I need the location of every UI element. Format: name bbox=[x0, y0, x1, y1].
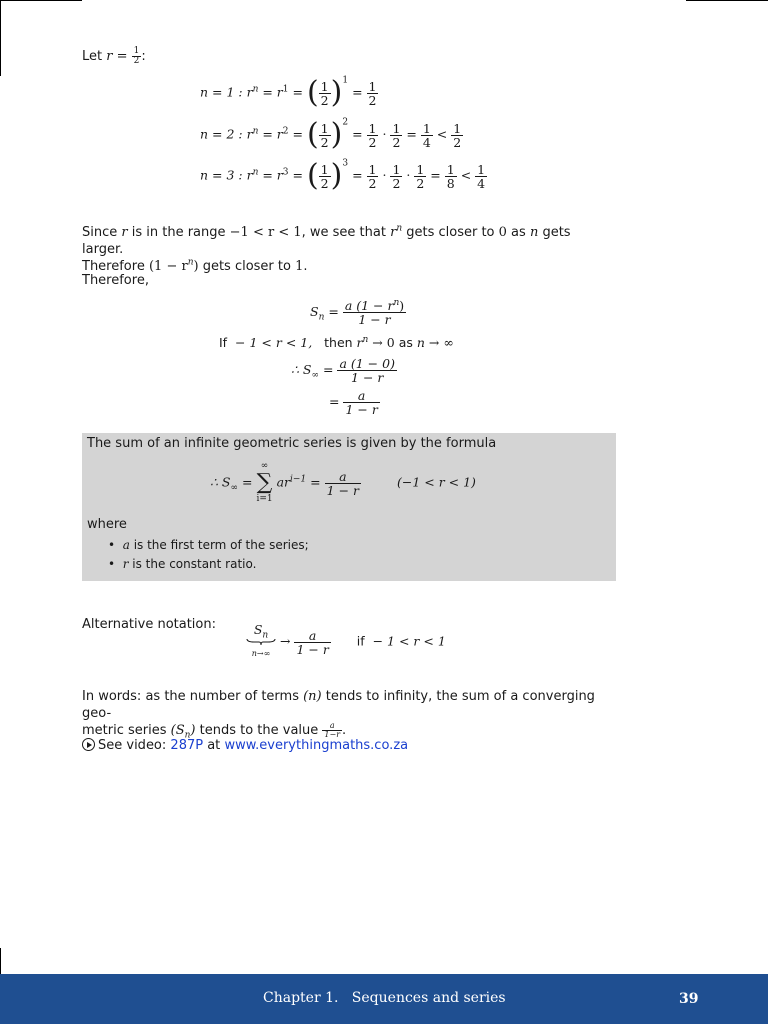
crop-mark-top-right bbox=[686, 0, 768, 1]
page-footer bbox=[0, 974, 768, 1024]
chapter-title: Chapter 1. Sequences and series bbox=[263, 990, 506, 1006]
bullet-first-term: • a is the first term of the series; bbox=[108, 538, 309, 552]
let-line: Let r = $\frac{1}{2}$ : bbox=[82, 46, 146, 66]
s-infinity-step: ∴ $S_\infty$ = $\frac{a (1 - 0)}{1 - r}$ bbox=[291, 356, 395, 385]
range-paragraph: Since r is in the range −1 < r < 1, we see that $r^n$ gets closer to 0 as n gets larger. Therefore $(1 - r^n)$ gets closer to 1. bbox=[82, 223, 571, 274]
alternative-label: Alternative notation: bbox=[82, 617, 216, 632]
summation: ∞ ∑ i=1 bbox=[256, 461, 273, 504]
see-video-line: See video: 287P at www.everythingmaths.co.za bbox=[82, 737, 612, 754]
limit-condition: If − 1 < r < 1, then $r^n \to 0$ as n → ∞ bbox=[219, 334, 454, 350]
video-code-link[interactable]: 287P bbox=[170, 738, 204, 753]
in-words-paragraph: In words: as the number of terms (n) tends to infinity, the sum of a converging geo- metric series $(S_n)$ tends to the value $\frac{a}{1-r}$ . bbox=[82, 689, 595, 741]
bullet-constant-ratio: • r is the constant ratio. bbox=[108, 557, 257, 571]
example-n1: n = 1 : $r^n = r^1$ = ( $\frac{1}{2}$ )$^1$ = $\frac{1}{2}$ bbox=[200, 75, 377, 110]
everythingmaths-link[interactable]: www.everythingmaths.co.za bbox=[224, 738, 409, 753]
box-where: where bbox=[87, 517, 127, 532]
box-formula: ∴ $S_\infty$ = ∞ ∑ i=1 $ar^{i-1}$ = $\frac{a}{1 - r}$ (−1 < r < 1) bbox=[210, 461, 476, 504]
crop-mark-left-top bbox=[0, 0, 1, 76]
s-infinity-result: = $\frac{a}{1 - r}$ bbox=[329, 388, 378, 417]
underbrace-sn: $S_n$ n→∞ bbox=[246, 624, 276, 660]
example-n2: n = 2 : $r^n = r^2$ = ( $\frac{1}{2}$ )$^2$ = $\frac{1}{2}$ · $\frac{1}{2}$ = $\frac{1}{4}$ < $\frac{1}{2}$ bbox=[200, 117, 462, 152]
crop-mark-top-left bbox=[0, 0, 82, 1]
underbrace-icon bbox=[246, 638, 276, 646]
alternative-formula: $S_n$ n→∞ → $\frac{a}{1 - r}$ if − 1 < r < 1 bbox=[246, 624, 446, 660]
page-number: 39 bbox=[679, 991, 699, 1007]
example-n3: n = 3 : $r^n = r^3$ = ( $\frac{1}{2}$ )$^3$ = $\frac{1}{2}$ · $\frac{1}{2}$ · $\frac{1}{2}$ = $\frac{1}{8}$ < $\frac{1}{4}$ bbox=[200, 158, 486, 193]
therefore-label: Therefore, bbox=[82, 273, 149, 288]
half-fraction: $\frac{1}{2}$ bbox=[133, 46, 140, 66]
play-icon[interactable] bbox=[82, 738, 95, 751]
sn-formula: $S_n$ = $\frac{a (1 - r^n)}{1 - r}$ bbox=[310, 297, 405, 327]
box-title: The sum of an infinite geometric series is given by the formula bbox=[87, 436, 497, 451]
crop-mark-left-bottom bbox=[0, 948, 1, 974]
